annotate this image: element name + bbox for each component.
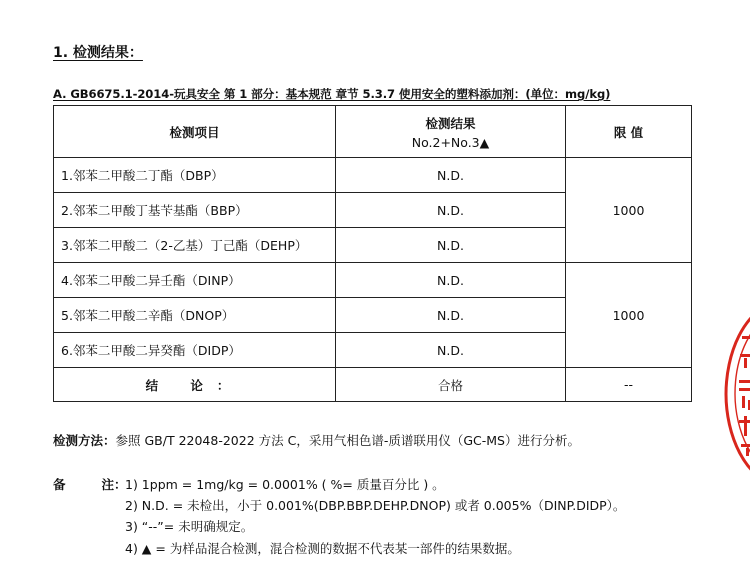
conclusion-result: 合格 — [336, 368, 566, 402]
notes-label — [53, 475, 127, 493]
test-item-cell: 2.邻苯二甲酸丁基苄基酯（BBP） — [54, 193, 336, 228]
result-cell: N.D. — [336, 158, 566, 193]
test-item-cell: 5.邻苯二甲酸二辛酯（DNOP） — [54, 298, 336, 333]
result-cell: N.D. — [336, 333, 566, 368]
red-seal-stamp — [722, 296, 750, 492]
test-item-cell: 6.邻苯二甲酸二异癸酯（DIDP） — [54, 333, 336, 368]
table-row — [54, 263, 692, 298]
test-item-cell: 4.邻苯二甲酸二异壬酯（DINP） — [54, 263, 336, 298]
standard-subtitle: A. GB6675.1-2014-玩具安全 第 1 部分：基本规范 章节 5.3.7 使用安全的塑料添加剂：(单位：mg/kg) — [53, 87, 611, 101]
limit-cell: 1000 — [566, 158, 692, 263]
notes-label-a: 备 — [53, 477, 66, 492]
note-item: 4) ▲ = 为样品混合检测，混合检测的数据不代表某一部件的结果数据。 — [125, 541, 520, 556]
header-test-result — [336, 106, 566, 158]
result-cell: N.D. — [336, 263, 566, 298]
note-item: 1) 1ppm = 1mg/kg = 0.0001% ( %= 质量百分比 ) 。 — [125, 477, 445, 492]
header-result-main: 检测结果 — [425, 115, 476, 131]
result-cell: N.D. — [336, 193, 566, 228]
results-table — [53, 105, 692, 402]
header-result-sample: No.2+No.3▲ — [411, 134, 490, 150]
result-cell: N.D. — [336, 228, 566, 263]
method-text: 参照 GB/T 22048-2022 方法 C，采用气相色谱-质谱联用仪（GC-MS）进行分析。 — [115, 433, 580, 448]
note-item: 2) N.D. = 未检出，小于 0.001%(DBP.BBP.DEHP.DNOP) 或者 0.005%（DINP.DIDP）。 — [125, 498, 626, 513]
section-heading: 1. 检测结果： — [53, 45, 143, 61]
method-label: 检测方法： — [53, 433, 116, 448]
result-cell: N.D. — [336, 298, 566, 333]
conclusion-limit: -- — [566, 368, 692, 402]
test-item-cell: 3.邻苯二甲酸二（2-乙基）丁己酯（DEHP） — [54, 228, 336, 263]
test-item-cell: 1.邻苯二甲酸二丁酯（DBP） — [54, 158, 336, 193]
note-item: 3) “--”= 未明确规定。 — [125, 519, 254, 534]
conclusion-row — [54, 368, 692, 402]
test-method — [53, 431, 580, 449]
limit-cell: 1000 — [566, 263, 692, 368]
header-limit: 限 值 — [566, 106, 692, 158]
conclusion-label: 结 论： — [54, 368, 336, 402]
header-test-item: 检测项目 — [54, 106, 336, 158]
table-row — [54, 158, 692, 193]
table-header-row — [54, 106, 692, 158]
notes-label-b: 注： — [101, 477, 127, 492]
